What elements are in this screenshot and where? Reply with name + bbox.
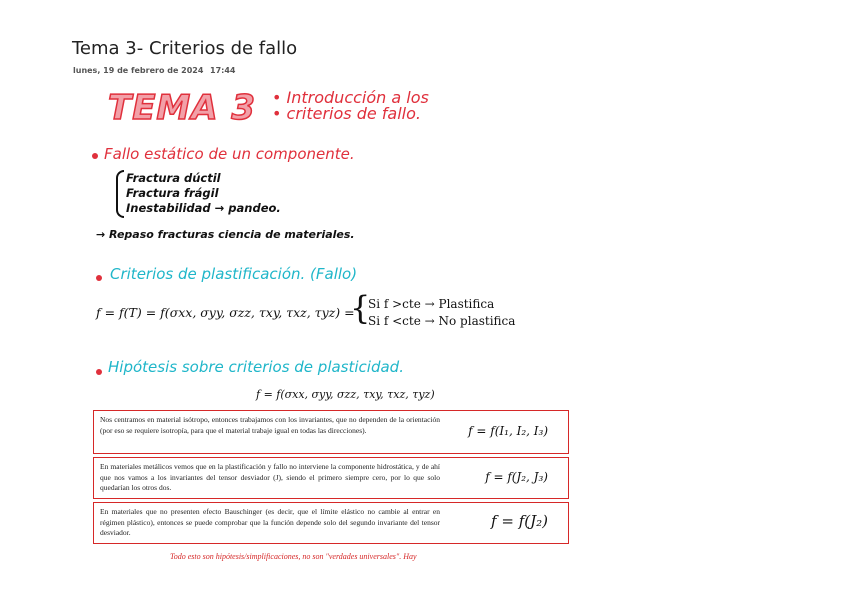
section-1-note-text: → Repaso fracturas ciencia de materiales. (96, 228, 355, 241)
box-text: Nos centramos en material isótropo, entonces trabajamos con los invariantes, que no dependen de la orientación (por eso se requiere isotropía, para que el material trabaje igual en todas las direcciones). (100, 415, 440, 435)
case-plastifica: Si f >cte → Plastifica (368, 297, 495, 311)
section-2-title: Criterios de plastificación. (Fallo) (110, 265, 358, 283)
hypothesis-formula: f = f(σxx, σyy, σzz, τxy, τxz, τyz) (256, 388, 435, 401)
brace-icon (116, 170, 124, 218)
footnote: Todo esto son hipótesis/simplificaciones, no son "verdades universales". Hay (170, 552, 417, 561)
page-title: Tema 3- Criterios de fallo (72, 38, 298, 59)
list-item: Fractura frágil (126, 186, 219, 200)
hypothesis-box-2 (93, 457, 569, 499)
banner-line-2: • criterios de fallo. (272, 104, 421, 123)
list-item: Fractura dúctil (126, 171, 221, 185)
bullet-icon (92, 153, 98, 159)
section-1-note (96, 228, 355, 241)
plasticity-formula: f = f(T) = f(σxx, σyy, σzz, τxy, τxz, τyz) = (96, 305, 355, 320)
banner-line-1: • Introducción a los (272, 88, 429, 107)
box-text: En materiales que no presenten efecto Bauschinger (es decir, que el límite elástico no cambie al entrar en régimen plástico), entonces se puede comprobar que la función depende solo del segundo invariante del tensor desviador. (100, 507, 440, 537)
page-date: lunes, 19 de febrero de 2024 (73, 66, 204, 75)
hypothesis-box-1 (93, 410, 569, 454)
page-time: 17:44 (210, 66, 236, 75)
box-formula: f = f(J₂, J₃) (485, 470, 548, 484)
case-no-plastifica: Si f <cte → No plastifica (368, 314, 516, 328)
section-1-title: Fallo estático de un componente. (104, 145, 355, 163)
section-3-title: Hipótesis sobre criterios de plasticidad. (108, 358, 404, 376)
bullet-icon (96, 369, 102, 375)
box-formula: f = f(J₂) (491, 512, 548, 530)
bullet-icon (96, 275, 102, 281)
hypothesis-box-3 (93, 502, 569, 544)
box-text: En materiales metálicos vemos que en la plastificación y fallo no interviene la componente hidrostática, y de ahí que nos vamos a los invariantes del tensor desviador (J), siendo el primero siempre cero, por lo que solo quedarían los otros dos. (100, 462, 440, 492)
list-item: Inestabilidad → pandeo. (126, 201, 281, 215)
tema-heading: TEMA 3 (108, 88, 257, 128)
brace-icon: { (350, 289, 371, 327)
box-formula: f = f(I₁, I₂, I₃) (468, 424, 548, 438)
